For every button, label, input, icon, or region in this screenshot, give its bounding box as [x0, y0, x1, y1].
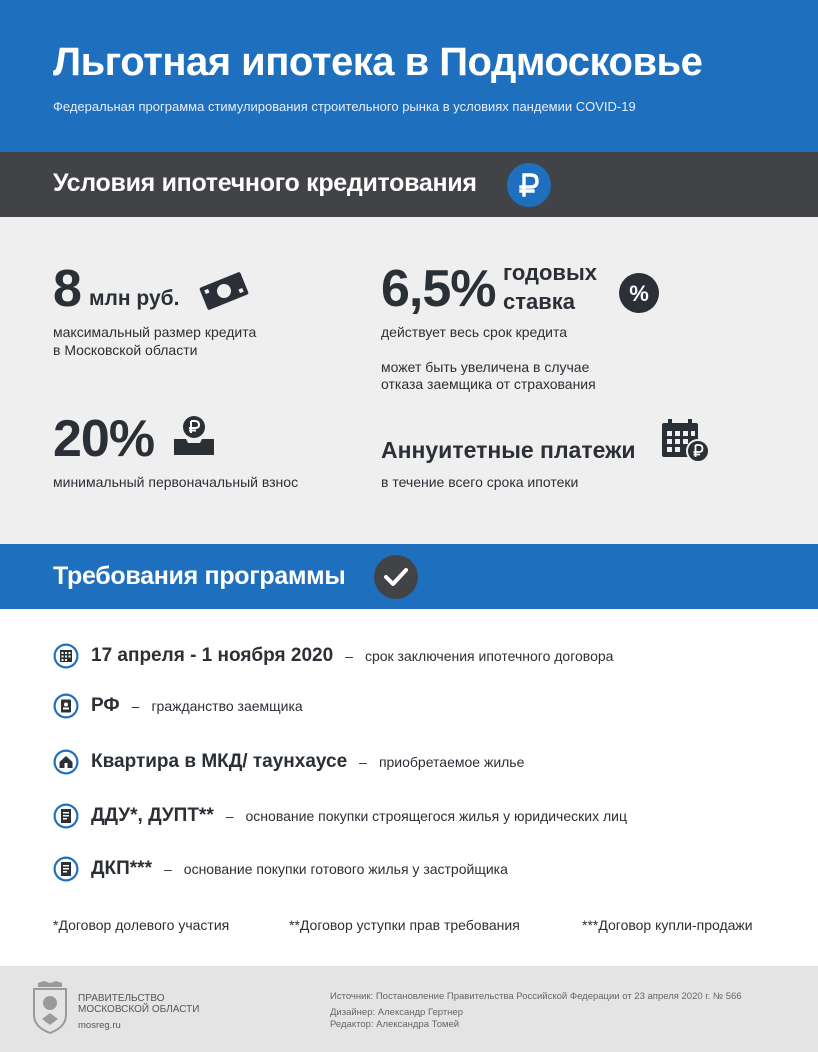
requirement-item: [53, 855, 508, 883]
max-loan-desc-2: в Московской области: [53, 342, 198, 358]
rate-desc: действует весь срок кредита: [381, 324, 568, 340]
page-subtitle: Федеральная программа стимулирования строительного рынка в условиях пандемии COVID-19: [53, 99, 636, 114]
footer: [0, 966, 818, 1052]
designer-text: Дизайнер: Александр Гертнер: [330, 1007, 463, 1018]
requirement-dash: –: [225, 808, 234, 824]
editor-text: Редактор: Александра Томей: [330, 1019, 460, 1030]
requirement-bold: РФ: [91, 695, 120, 716]
requirement-text: основание покупки строящегося жилья у юридических лиц: [245, 808, 627, 824]
max-loan-unit: млн руб.: [89, 287, 180, 310]
footnote-dupt: **Договор уступки прав требования: [289, 917, 520, 933]
requirement-item: [53, 748, 524, 776]
page-title: Льготная ипотека в Подмосковье: [53, 40, 703, 84]
max-loan-number: 8: [53, 260, 81, 318]
header-banner: [0, 0, 818, 152]
document-icon: [53, 803, 79, 829]
rate-label-1: годовых: [503, 260, 597, 285]
requirement-item: [53, 692, 303, 720]
rate-number: 6,5%: [381, 260, 496, 318]
footnote-dkp: ***Договор купли-продажи: [582, 917, 753, 933]
requirement-text: основание покупки готового жилья у застройщика: [183, 861, 508, 877]
banknote-icon: [198, 271, 250, 316]
source-text: Источник: Постановление Правительства Российской Федерации от 23 апреля 2020 г. № 566: [330, 991, 742, 1002]
requirement-bold: 17 апреля - 1 ноября 2020: [91, 645, 334, 666]
check-icon: [374, 555, 418, 599]
requirements-section-bar: [0, 544, 818, 609]
conditions-section-bar: [0, 152, 818, 217]
calendar-icon: [53, 643, 79, 669]
requirement-text: приобретаемое жилье: [378, 754, 525, 770]
requirement-bold: ДКП***: [91, 858, 152, 879]
down-payment-number: 20%: [53, 410, 155, 468]
down-payment-desc: минимальный первоначальный взнос: [53, 474, 299, 490]
requirement-dash: –: [359, 754, 367, 770]
house-icon: [53, 749, 79, 775]
percent-icon: [618, 272, 660, 319]
coat-of-arms-icon: [30, 979, 70, 1040]
requirement-item: [53, 802, 627, 830]
rate-note-1: может быть увеличена в случае: [381, 359, 590, 375]
ruble-deposit-icon: [170, 415, 218, 464]
conditions-title: Условия ипотечного кредитования: [53, 169, 477, 197]
gov-name-line2: МОСКОВСКОЙ ОБЛАСТИ: [78, 1004, 200, 1015]
requirements-title: Требования программы: [53, 562, 346, 590]
rate-note-2: отказа заемщика от страхования: [381, 376, 596, 392]
requirement-dash: –: [163, 861, 172, 877]
requirement-text: гражданство заемщика: [151, 698, 303, 714]
requirement-item: [53, 642, 613, 670]
max-loan-desc-1: максимальный размер кредита: [53, 324, 257, 340]
requirement-bold: ДДУ*, ДУПТ**: [91, 805, 214, 826]
requirement-bold: Квартира в МКД/ таунхаусе: [91, 751, 348, 772]
gov-name-line1: ПРАВИТЕЛЬСТВО: [78, 993, 165, 1004]
requirement-dash: –: [131, 698, 140, 714]
gov-site-link[interactable]: mosreg.ru: [78, 1020, 121, 1031]
requirement-text: срок заключения ипотечного договора: [364, 648, 614, 664]
requirement-dash: –: [345, 648, 353, 664]
rate-label-2: ставка: [503, 289, 576, 314]
conditions-panel: [0, 217, 818, 544]
footnote-ddu: *Договор долевого участия: [53, 917, 230, 933]
payments-title: Аннуитетные платежи: [381, 437, 636, 463]
document-icon: [53, 856, 79, 882]
payments-desc: в течение всего срока ипотеки: [381, 474, 579, 490]
svg-text:%: %: [629, 281, 649, 306]
calendar-ruble-icon: [660, 417, 710, 470]
passport-icon: [53, 693, 79, 719]
ruble-icon: [507, 163, 551, 207]
